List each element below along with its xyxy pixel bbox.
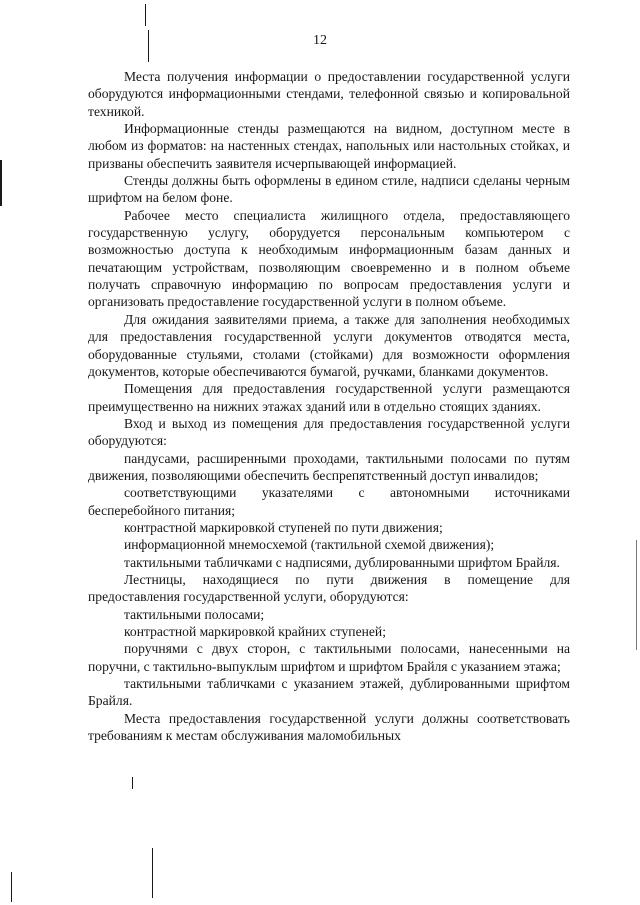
paragraph: Помещения для предоставления государственной услуги размещаются преимущественно на нижних этажах зданий или в отдельно стоящих зданиях. [88,381,570,414]
document-body [88,68,570,744]
paragraph: Места предоставления государственной услуги должны соответствовать требованиям к местам обслуживания маломобильных [88,710,570,744]
list-item: соответствующими указателями с автономными источниками бесперебойного питания; [88,485,570,518]
paragraph: Стенды должны быть оформлены в едином стиле, надписи сделаны черным шрифтом на белом фоне. [88,173,570,206]
page-number: 12 [313,33,327,48]
paragraph: Рабочее место специалиста жилищного отдела, предоставляющего государственную услугу, оборудуется персональным компьютером с возможностью доступа к необходимым информационным базам данных и печатающим устройствам, позволяющим своевременно и в полном объеме получать справочную информацию по вопросам предоставления услуги и организовать предоставление государственной услуги в полном объеме. [88,207,570,310]
list-item: поручнями с двух сторон, с тактильными полосами, нанесенными на поручни, с тактильно-выпуклым шрифтом и шрифтом Брайля с указанием этажа; [88,641,570,674]
paragraph: Информационные стенды размещаются на видном, доступном месте в любом из форматов: на настенных стендах, напольных или настольных стойках, и призваны обеспечить заявителя исчерпывающей информацией. [88,121,570,171]
paragraph: Для ожидания заявителями приема, а также для заполнения необходимых для предоставления государственной услуги документов отводятся места, оборудованные стульями, столами (стойками) для возможности оформления документов, которые обеспечиваются бумагой, ручками, бланками документов. [88,311,570,379]
list-item: пандусами, расширенными проходами, тактильными полосами по путям движения, позволяющими обеспечить беспрепятственный доступ инвалидов; [88,450,570,483]
list-item: тактильными полосами; [124,606,265,622]
scan-mark-bottom-2 [11,872,12,902]
paragraph: Лестницы, находящиеся по пути движения в помещение для предоставления государственной услуги, оборудуются: [88,571,570,605]
paragraph: Вход и выход из помещения для предоставления государственной услуги оборудуются: [88,415,570,449]
scan-mark-right [636,540,637,650]
list-item: контрастной маркировкой крайних ступеней; [124,624,386,639]
paragraph: Места получения информации о предоставлении государственной услуги оборудуются информационными стендами, телефонной связью и копировальной техникой. [88,69,570,119]
list-item: информационной мнемосхемой (тактильной схемой движения); [124,537,495,553]
scan-mark-top [145,4,146,26]
scan-mark-left [0,160,2,206]
list-item: тактильными табличками с указанием этажей, дублированными шрифтом Брайля. [88,676,570,709]
list-item: тактильными табличками с надписями, дублированными шрифтом Брайля. [124,554,560,570]
list-item: контрастной маркировкой ступеней по пути движения; [124,519,443,535]
scan-mark-bottom [152,848,153,898]
scan-mark-inline [132,777,133,789]
